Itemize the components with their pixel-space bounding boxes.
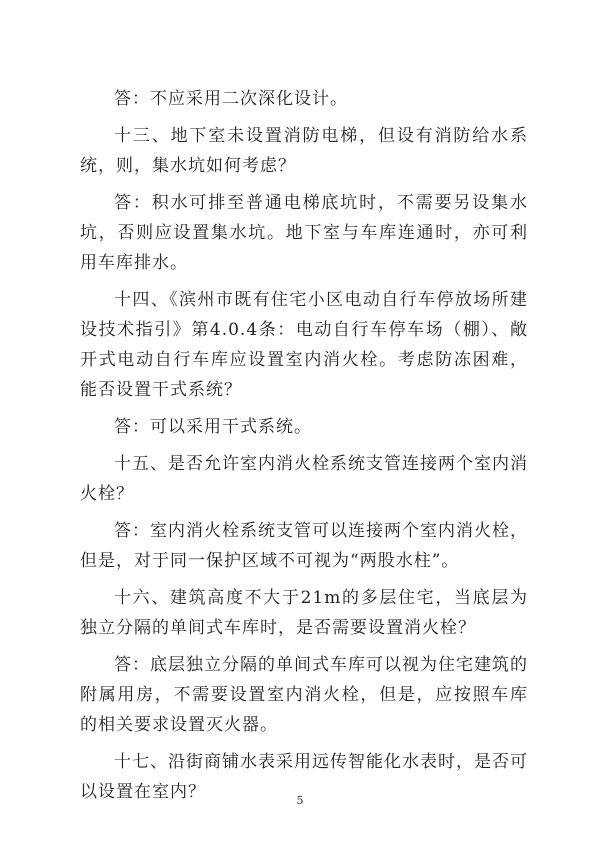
question-paragraph: 十四、《滨州市既有住宅小区电动自行车停放场所建设技术指引》第4.0.4条：电动自行车停车场（棚）、敞开式电动自行车库应设置室内消火栓。考虑防冻困难，能否设置干式系统？ xyxy=(80,290,528,400)
answer-paragraph: 答：可以采用干式系统。 xyxy=(114,417,312,437)
answer-paragraph: 答：积水可排至普通电梯底坑时，不需要另设集水坑，否则应设置集水坑。地下室与车库连通时，亦可利用车库排水。 xyxy=(80,193,528,273)
question-paragraph: 十三、地下室未设置消防电梯，但设有消防给水系统，则，集水坑如何考虑？ xyxy=(80,126,528,176)
question-paragraph: 十七、沿街商铺水表采用远传智能化水表时，是否可以设置在室内？ xyxy=(80,752,528,802)
answer-paragraph: 答：室内消火栓系统支管可以连接两个室内消火栓，但是，对于同一保护区域不可视为“两股水柱”。 xyxy=(80,521,528,571)
answer-paragraph: 答：不应采用二次深化设计。 xyxy=(114,89,348,109)
page-number: 5 xyxy=(296,794,304,807)
question-paragraph: 十五、是否允许室内消火栓系统支管连接两个室内消火栓？ xyxy=(80,454,528,504)
answer-paragraph: 答：底层独立分隔的单间式车库可以视为住宅建筑的附属用房，不需要设置室内消火栓，但是，应按照车库的相关要求设置灭火器。 xyxy=(80,655,528,735)
question-paragraph: 十六、建筑高度不大于21m的多层住宅，当底层为独立分隔的单间式车库时，是否需要设置消火栓？ xyxy=(80,588,528,638)
document-body xyxy=(80,84,528,814)
